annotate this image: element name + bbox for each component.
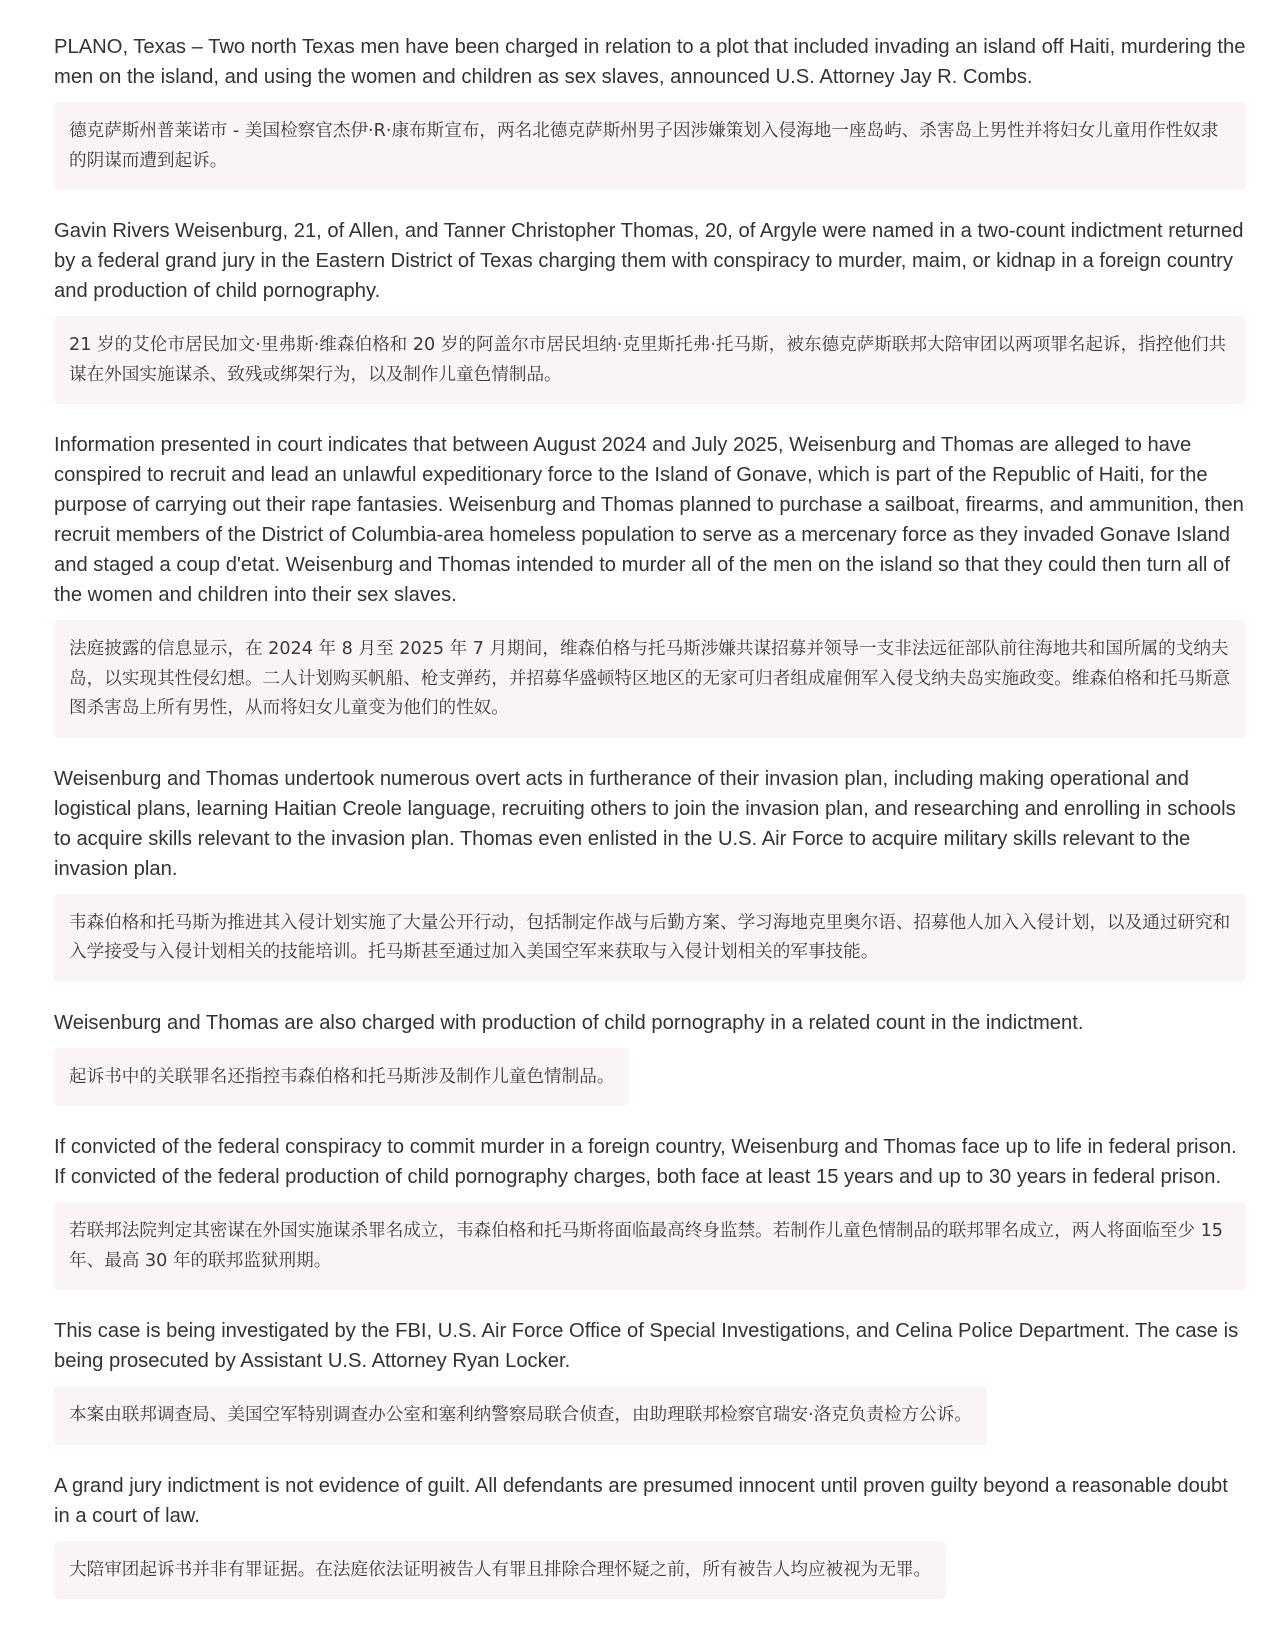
chinese-translation: 21 岁的艾伦市居民加文·里弗斯·维森伯格和 20 岁的阿盖尔市居民坦纳·克里斯托弗·托马斯，被东德克萨斯联邦大陪审团以两项罪名起诉，指控他们共谋在外国实施谋杀、致残或绑架行为，以及制作儿童色情制品。 <box>54 316 1246 404</box>
english-paragraph: A grand jury indictment is not evidence of guilt. All defendants are presumed innocent until proven guilty beyond a reasonable doubt in a court of law. <box>54 1474 1228 1527</box>
paragraph-block-6 <box>54 1132 1246 1290</box>
paragraph-block-8 <box>54 1471 1246 1600</box>
paragraph-block-5 <box>54 1008 1246 1107</box>
paragraph-block-3 <box>54 430 1246 738</box>
english-paragraph: This case is being investigated by the FBI, U.S. Air Force Office of Special Investigations, and Celina Police Department. The case is being prosecuted by Assistant U.S. Attorney Ryan Locker. <box>54 1320 1239 1372</box>
english-paragraph: Weisenburg and Thomas undertook numerous overt acts in furtherance of their invasion plan, including making operational and logistical plans, learning Haitian Creole language, recruiting others to join the invasion plan, and researching and enrolling in schools to acquire skills relevant to the invasion plan. Thomas even enlisted in the U.S. Air Force to acquire military skills relevant to the invasion plan. <box>54 767 1236 880</box>
chinese-translation: 起诉书中的关联罪名还指控韦森伯格和托马斯涉及制作儿童色情制品。 <box>54 1048 629 1107</box>
english-paragraph: Information presented in court indicates that between August 2024 and July 2025, Weisenburg and Thomas are alleged to have conspired to recruit and lead an unlawful expeditionary force to the Island of Gonave, which is part of the Republic of Haiti, for the purpose of carrying out their rape fantasies. Weisenburg and Thomas planned to purchase a sailboat, firearms, and ammunition, then recruit members of the District of Columbia-area homeless population to serve as a mercenary force as they invaded Gonave Island and staged a coup d'etat. Weisenburg and Thomas intended to murder all of the men on the island so that they could then turn all of the women and children into their sex slaves. <box>54 434 1244 606</box>
chinese-translation: 大陪审团起诉书并非有罪证据。在法庭依法证明被告人有罪且排除合理怀疑之前，所有被告人均应被视为无罪。 <box>54 1541 946 1600</box>
chinese-translation: 若联邦法院判定其密谋在外国实施谋杀罪名成立，韦森伯格和托马斯将面临最高终身监禁。若制作儿童色情制品的联邦罪名成立，两人将面临至少 15 年、最高 30 年的联邦监狱刑期。 <box>54 1202 1246 1290</box>
paragraph-block-7 <box>54 1316 1246 1445</box>
paragraph-block-4 <box>54 764 1246 982</box>
paragraph-block-2 <box>54 216 1246 404</box>
chinese-translation: 韦森伯格和托马斯为推进其入侵计划实施了大量公开行动，包括制定作战与后勤方案、学习海地克里奥尔语、招募他人加入入侵计划，以及通过研究和入学接受与入侵计划相关的技能培训。托马斯甚至通过加入美国空军来获取与入侵计划相关的军事技能。 <box>54 894 1246 982</box>
english-paragraph: PLANO, Texas – Two north Texas men have been charged in relation to a plot that included invading an island off Haiti, murdering the men on the island, and using the women and children as sex slaves, announced U.S. Attorney Jay R. Combs. <box>54 36 1246 88</box>
paragraph-block-1 <box>54 32 1246 190</box>
english-paragraph: If convicted of the federal conspiracy to commit murder in a foreign country, Weisenburg and Thomas face up to life in federal prison. If convicted of the federal production of child pornography charges, both face at least 15 years and up to 30 years in federal prison. <box>54 1136 1237 1188</box>
english-paragraph: Weisenburg and Thomas are also charged with production of child pornography in a related count in the indictment. <box>54 1011 1084 1034</box>
chinese-translation: 德克萨斯州普莱诺市 - 美国检察官杰伊·R·康布斯宣布，两名北德克萨斯州男子因涉嫌策划入侵海地一座岛屿、杀害岛上男性并将妇女儿童用作性奴隶的阴谋而遭到起诉。 <box>54 102 1246 190</box>
chinese-translation: 本案由联邦调查局、美国空军特别调查办公室和塞利纳警察局联合侦查，由助理联邦检察官瑞安·洛克负责检方公诉。 <box>54 1386 987 1445</box>
chinese-translation: 法庭披露的信息显示，在 2024 年 8 月至 2025 年 7 月期间，维森伯格与托马斯涉嫌共谋招募并领导一支非法远征部队前往海地共和国所属的戈纳夫岛，以实现其性侵幻想。二人计划购买帆船、枪支弹药，并招募华盛顿特区地区的无家可归者组成雇佣军入侵戈纳夫岛实施政变。维森伯格和托马斯意图杀害岛上所有男性，从而将妇女儿童变为他们的性奴。 <box>54 620 1246 738</box>
english-paragraph: Gavin Rivers Weisenburg, 21, of Allen, and Tanner Christopher Thomas, 20, of Argyle were named in a two-count indictment returned by a federal grand jury in the Eastern District of Texas charging them with conspiracy to murder, maim, or kidnap in a foreign country and production of child pornography. <box>54 220 1244 302</box>
